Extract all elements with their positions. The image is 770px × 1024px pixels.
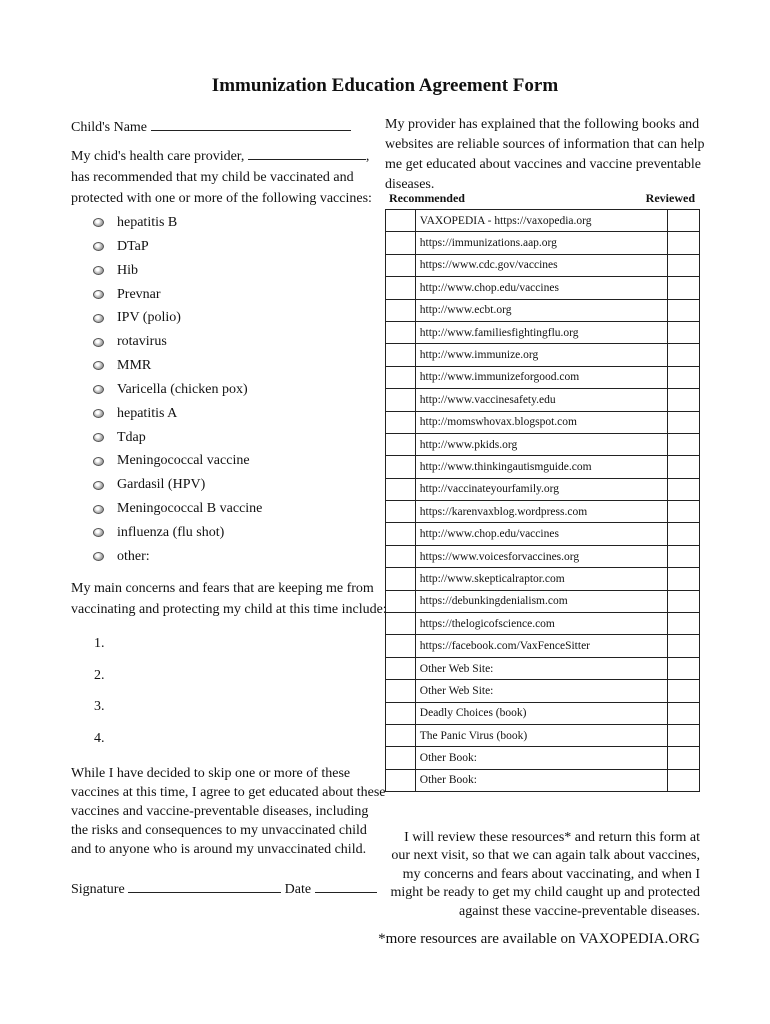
radio-bullet-icon [93,266,104,275]
reviewed-checkbox[interactable] [668,210,700,232]
provider-name-blank[interactable] [248,146,366,160]
vaccine-item[interactable]: Meningococcal vaccine [93,449,262,473]
reviewed-checkbox[interactable] [668,433,700,455]
vaccine-item[interactable]: Hib [93,259,262,283]
concern-number[interactable]: 3. [94,699,105,715]
provider-explanation: My provider has explained that the following books and websites are reliable sources of information that can help me get educated about vaccines and vaccine preventable diseases. [385,117,705,192]
reviewed-checkbox[interactable] [668,702,700,724]
recommended-checkbox[interactable] [386,232,416,254]
reviewed-checkbox[interactable] [668,635,700,657]
resource-row [386,254,700,276]
recommended-checkbox[interactable] [386,613,416,635]
reviewed-checkbox[interactable] [668,411,700,433]
concerns-list [94,632,105,759]
provider-text-2: has recommended that my child be vaccinated and protected with one or more of the following vaccines: [71,170,372,206]
radio-bullet-icon [93,290,104,299]
recommended-checkbox[interactable] [386,478,416,500]
radio-bullet-icon [93,409,104,418]
resource-row [386,389,700,411]
radio-bullet-icon [93,361,104,370]
reviewed-checkbox[interactable] [668,299,700,321]
form-title: Immunization Education Agreement Form [211,75,559,96]
reviewed-checkbox[interactable] [668,590,700,612]
vaccine-item[interactable]: IPV (polio) [93,306,262,330]
radio-bullet-icon [93,314,104,323]
resource-label: https://thelogicofscience.com [415,613,667,635]
resource-label: http://www.immunize.org [415,344,667,366]
radio-bullet-icon [93,385,104,394]
reviewed-checkbox[interactable] [668,724,700,746]
recommended-checkbox[interactable] [386,210,416,232]
resource-label: Deadly Choices (book) [415,702,667,724]
radio-bullet-icon [93,481,104,490]
recommended-checkbox[interactable] [386,724,416,746]
reviewed-checkbox[interactable] [668,389,700,411]
childs-name-blank[interactable] [151,117,351,131]
reviewed-checkbox[interactable] [668,321,700,343]
recommended-checkbox[interactable] [386,389,416,411]
resource-label: http://www.ecbt.org [415,299,667,321]
vaccine-item[interactable]: MMR [93,354,262,378]
resource-label: Other Book: [415,747,667,769]
reviewed-checkbox[interactable] [668,232,700,254]
reviewed-checkbox[interactable] [668,680,700,702]
resource-row [386,344,700,366]
recommended-checkbox[interactable] [386,411,416,433]
reviewed-checkbox[interactable] [668,277,700,299]
date-label: Date [284,882,312,897]
vaccine-item[interactable]: Gardasil (HPV) [93,473,262,497]
recommended-checkbox[interactable] [386,299,416,321]
resource-label: http://momswhovax.blogspot.com [415,411,667,433]
vaccine-item[interactable]: rotavirus [93,330,262,354]
resource-label: http://www.immunizeforgood.com [415,366,667,388]
date-blank[interactable] [315,879,377,893]
concern-number[interactable]: 1. [94,636,105,651]
resource-row [386,613,700,635]
radio-bullet-icon [93,338,104,347]
recommended-checkbox[interactable] [386,277,416,299]
vaccine-item[interactable]: Tdap [93,426,262,450]
recommended-checkbox[interactable] [386,344,416,366]
resource-row [386,635,700,657]
reviewed-header: Reviewed [645,191,695,205]
radio-bullet-icon [93,218,104,227]
concerns-text: My main concerns and fears that are keeping me from vaccinating and protecting my child at this time include: [71,581,387,617]
resource-row [386,724,700,746]
resource-label: https://karenvaxblog.wordpress.com [415,501,667,523]
reviewed-checkbox[interactable] [668,254,700,276]
resource-label: https://facebook.com/VaxFenceSitter [415,635,667,657]
recommended-checkbox[interactable] [386,657,416,679]
resource-label: VAXOPEDIA - https://vaxopedia.org [415,210,667,232]
recommended-checkbox[interactable] [386,523,416,545]
concern-number[interactable]: 4. [94,731,105,747]
vaccine-item[interactable]: influenza (flu shot) [93,521,262,545]
resource-row [386,747,700,769]
provider-statement: My chid's health care provider, , has recommended that my child be vaccinated and protected with one or more of the following vaccines: [71,146,391,209]
recommended-checkbox[interactable] [386,545,416,567]
reviewed-checkbox[interactable] [668,747,700,769]
resource-row [386,321,700,343]
reviewed-checkbox[interactable] [668,545,700,567]
resource-row [386,501,700,523]
recommended-checkbox[interactable] [386,254,416,276]
signature-line [71,879,391,900]
resource-row [386,478,700,500]
resource-row [386,523,700,545]
vaccine-item[interactable]: hepatitis A [93,402,262,426]
recommended-checkbox[interactable] [386,680,416,702]
resource-row [386,456,700,478]
radio-bullet-icon [93,433,104,442]
vaccine-item[interactable]: Varicella (chicken pox) [93,378,262,402]
vaccine-item[interactable]: Meningococcal B vaccine [93,497,262,521]
resource-label: https://www.cdc.gov/vaccines [415,254,667,276]
reviewed-checkbox[interactable] [668,568,700,590]
vaccine-item[interactable]: Prevnar [93,283,262,307]
resource-label: https://www.voicesforvaccines.org [415,545,667,567]
resource-label: http://www.vaccinesafety.edu [415,389,667,411]
vaccine-item[interactable]: DTaP [93,235,262,259]
commitment-text: I will review these resources* and return this form at our next visit, so that we can again talk about vaccines, my concerns and fears about vaccinating, and when I might be ready to get my child caught up and protected against these vaccine-preventable diseases. [390,830,700,919]
recommended-checkbox[interactable] [386,590,416,612]
reviewed-checkbox[interactable] [668,769,700,791]
resource-row [386,277,700,299]
recommended-checkbox[interactable] [386,501,416,523]
reviewed-checkbox[interactable] [668,523,700,545]
resource-row [386,210,700,232]
recommended-checkbox[interactable] [386,433,416,455]
reviewed-checkbox[interactable] [668,501,700,523]
resource-label: http://www.skepticalraptor.com [415,568,667,590]
resource-label: http://www.chop.edu/vaccines [415,523,667,545]
resource-label: https://immunizations.aap.org [415,232,667,254]
radio-bullet-icon [93,242,104,251]
radio-bullet-icon [93,505,104,514]
resource-label: https://debunkingdenialism.com [415,590,667,612]
childs-name-field [71,117,391,138]
signature-label: Signature [71,882,125,897]
resource-row [386,545,700,567]
concern-number[interactable]: 2. [94,667,105,683]
resource-label: http://www.chop.edu/vaccines [415,277,667,299]
resource-row [386,433,700,455]
resource-label: http://www.pkids.org [415,433,667,455]
recommended-checkbox[interactable] [386,769,416,791]
resource-label: http://www.familiesfightingflu.org [415,321,667,343]
resource-row [386,657,700,679]
resource-label: http://vaccinateyourfamily.org [415,478,667,500]
skip-agreement-text: While I have decided to skip one or more of these vaccines at this time, I agree to get educated about these vaccines and vaccine-preventable diseases, including the risks and consequences to my unvaccinated child and to anyone who is around my unvaccinated child. [71,766,386,857]
reviewed-checkbox[interactable] [668,613,700,635]
resource-row [386,299,700,321]
provider-text-1: My chid's health care provider, [71,149,245,164]
resource-row [386,680,700,702]
resource-label: Other Book: [415,769,667,791]
resource-row [386,568,700,590]
resource-label: Other Web Site: [415,657,667,679]
radio-bullet-icon [93,457,104,466]
resource-row [386,590,700,612]
vaccine-item[interactable]: other: [93,545,262,569]
recommended-header: Recommended [389,191,465,205]
vaccine-item[interactable]: hepatitis B [93,211,262,235]
radio-bullet-icon [93,552,104,561]
resource-label: The Panic Virus (book) [415,724,667,746]
resource-label: Other Web Site: [415,680,667,702]
resource-label: http://www.thinkingautismguide.com [415,456,667,478]
childs-name-label: Child's Name [71,120,148,135]
resource-row [386,232,700,254]
vaccine-list [93,211,262,569]
signature-blank[interactable] [128,879,281,893]
reviewed-checkbox[interactable] [668,366,700,388]
resource-table-header [389,191,695,206]
reviewed-checkbox[interactable] [668,657,700,679]
reviewed-checkbox[interactable] [668,344,700,366]
footer-note: *more resources are available on VAXOPEDIA.ORG [378,931,700,947]
resource-row [386,769,700,791]
recommended-checkbox[interactable] [386,568,416,590]
recommended-checkbox[interactable] [386,635,416,657]
recommended-checkbox[interactable] [386,702,416,724]
reviewed-checkbox[interactable] [668,456,700,478]
recommended-checkbox[interactable] [386,747,416,769]
resource-table [385,209,700,792]
recommended-checkbox[interactable] [386,321,416,343]
recommended-checkbox[interactable] [386,456,416,478]
resource-row [386,411,700,433]
reviewed-checkbox[interactable] [668,478,700,500]
radio-bullet-icon [93,528,104,537]
resource-row [386,702,700,724]
recommended-checkbox[interactable] [386,366,416,388]
resource-row [386,366,700,388]
